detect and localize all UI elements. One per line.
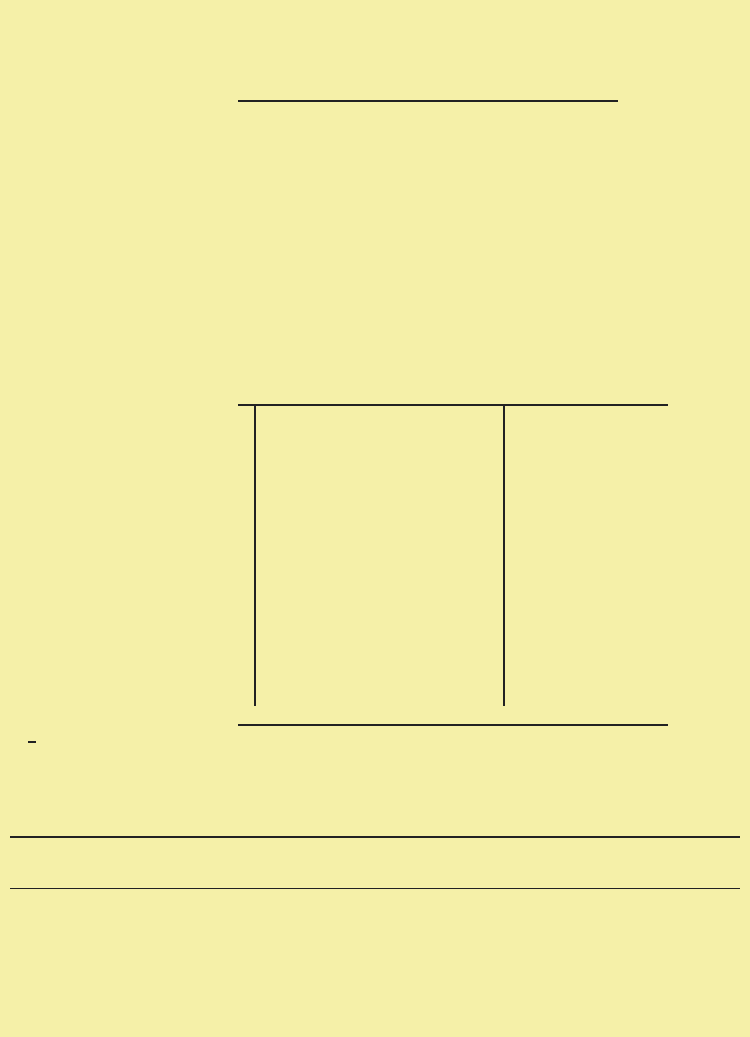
national-championship: [0, 836, 750, 1037]
top-results-top-rule: [238, 100, 618, 102]
national-top-rule: [10, 836, 740, 838]
mid-rule-upper: [238, 404, 668, 406]
mid-rule-lower: [238, 724, 668, 726]
team-ranking-heading: [28, 741, 36, 743]
column-divider-right: [503, 406, 505, 706]
column-divider-left: [254, 406, 256, 706]
national-header-rule: [10, 888, 740, 889]
